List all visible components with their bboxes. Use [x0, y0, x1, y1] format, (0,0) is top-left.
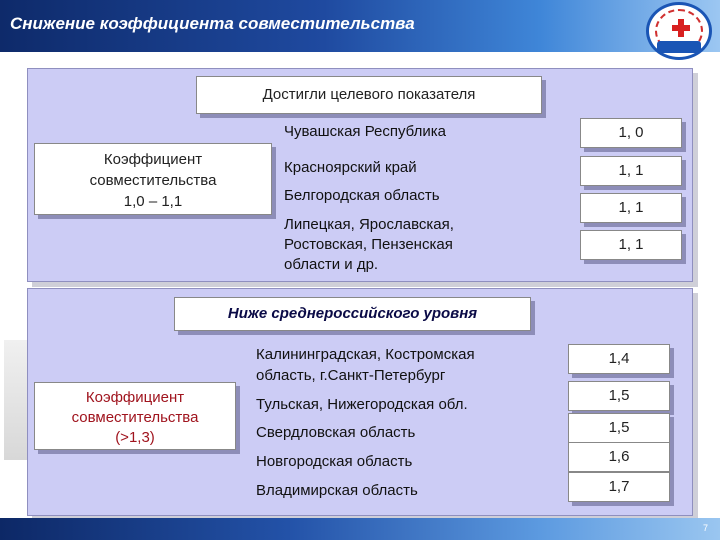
target-achieved-heading: Достигли целевого показателя	[196, 76, 542, 114]
coefficient-value: 1,7	[568, 472, 670, 502]
region-name: Тульская, Нижегородская обл.	[256, 396, 468, 413]
coefficient-label-2: совместительства	[89, 172, 217, 189]
coefficient-range: 1,0 – 1,1	[123, 193, 183, 210]
coefficient-label: Коэффициент	[103, 151, 203, 168]
slide-title: Снижение коэффициента совместительства	[10, 14, 415, 33]
logo-tag	[657, 41, 701, 53]
coefficient-value: 1, 0	[580, 118, 682, 148]
page-number: 7	[702, 523, 708, 533]
coefficient-label-2: совместительства	[71, 409, 199, 426]
region-name: Калининградская, Костромская	[256, 346, 475, 363]
coefficient-value: 1, 1	[580, 230, 682, 260]
background-photo	[4, 340, 28, 460]
region-name: Красноярский край	[284, 159, 417, 176]
coefficient-box-target	[34, 143, 272, 215]
coefficient-range: (>1,3)	[115, 429, 155, 446]
coefficient-value: 1, 1	[580, 156, 682, 186]
slide-header	[0, 0, 720, 52]
coefficient-value: 1,6	[568, 442, 670, 472]
below-average-heading: Ниже среднероссийского уровня	[174, 297, 531, 331]
region-name: Новгородская область	[256, 453, 413, 470]
region-name: Ростовская, Пензенская	[284, 236, 453, 253]
coefficient-value: 1,4	[568, 344, 670, 374]
coefficient-box-below	[34, 382, 236, 450]
region-name: Белгородская область	[284, 187, 440, 204]
coefficient-value: 1,5	[568, 413, 670, 443]
region-name: Владимирская область	[256, 482, 418, 499]
region-name: области и др.	[284, 256, 379, 273]
region-name: область, г.Санкт-Петербург	[256, 367, 446, 384]
coefficient-value: 1, 1	[580, 193, 682, 223]
region-name: Свердловская область	[256, 424, 416, 441]
project-logo-icon	[646, 2, 712, 60]
region-name: Чувашская Республика	[284, 123, 446, 140]
logo-cross-bar	[672, 25, 690, 31]
coefficient-label: Коэффициент	[85, 389, 185, 406]
region-name: Липецкая, Ярославская,	[284, 216, 454, 233]
coefficient-value: 1,5	[568, 381, 670, 411]
slide-footer	[0, 518, 720, 540]
